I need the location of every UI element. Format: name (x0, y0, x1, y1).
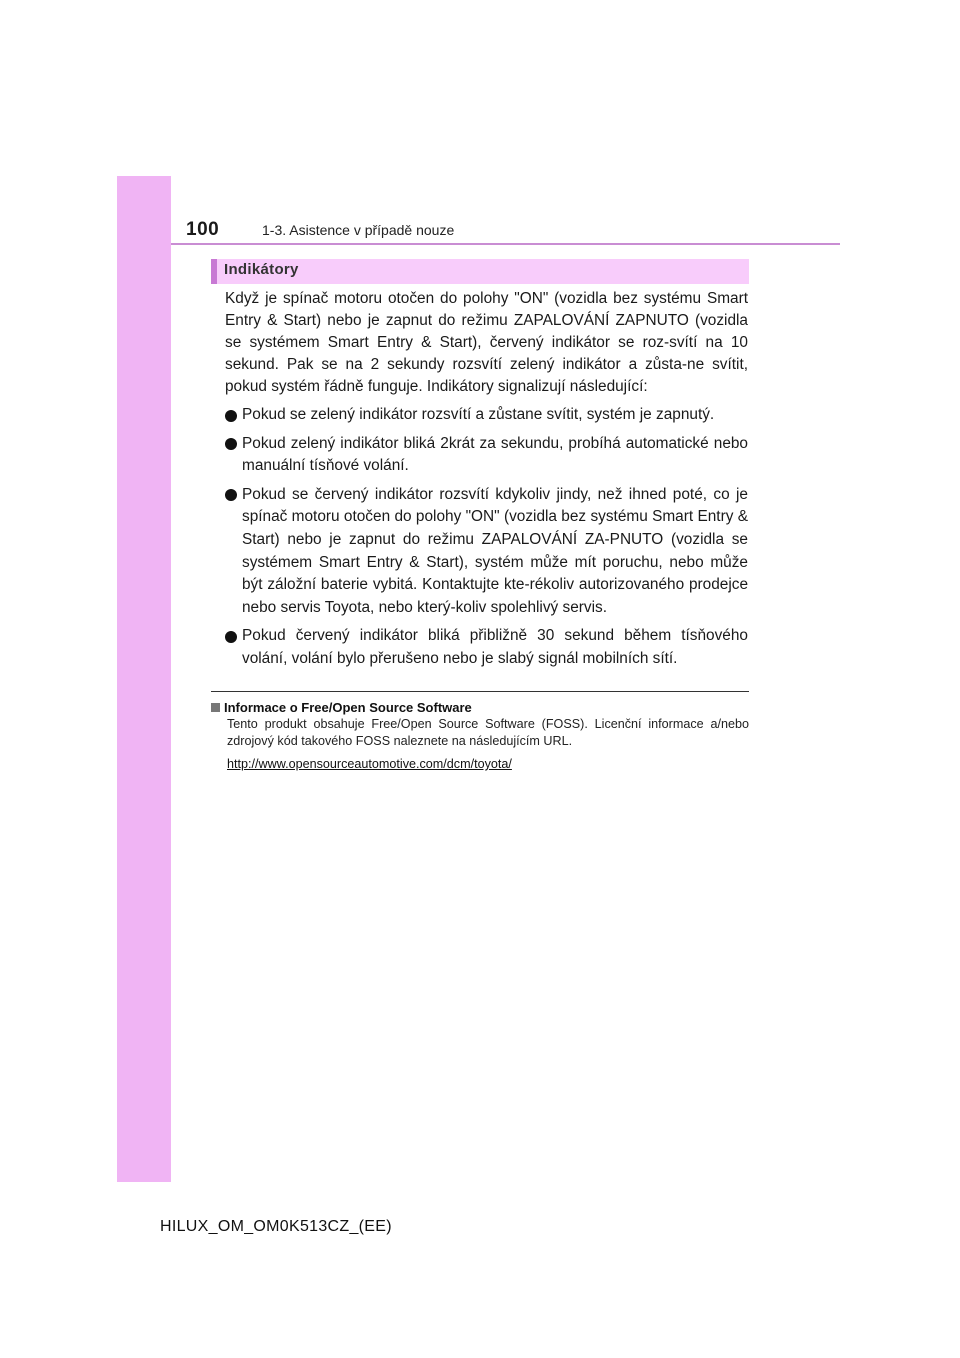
bullet-dot-icon (225, 410, 237, 422)
bullet-dot-icon (225, 489, 237, 501)
foss-url-link[interactable]: http://www.opensourceautomotive.com/dcm/toyota/ (227, 757, 512, 771)
foss-info-body: Tento produkt obsahuje Free/Open Source Software (FOSS). Licenční informace a/nebo zdrojový kód takového FOSS naleznete na následujícím URL. (227, 717, 749, 748)
intro-paragraph: Když je spínač motoru otočen do polohy "ON" (vozidla bez systému Smart Entry & Start) nebo je zapnut do režimu ZAPALOVÁNÍ ZAPNUTO (vozidla se systémem Smart Entry & Start), červený indikátor se roz-svítí na 10 sekund. Pak se na 2 sekundy rozsvítí zelený indikátor a zůsta-ne svítit, pokud systém řádně funguje. Indikátory signalizují následující: (225, 290, 748, 395)
list-item-text: Pokud červený indikátor bliká přibližně 30 sekund během tísňového volání, volání bylo přerušeno nebo je slabý signál mobilních sítí. (242, 627, 748, 667)
document-code-footer: HILUX_OM_OM0K513CZ_(EE) (160, 1218, 392, 1235)
bullet-dot-icon (225, 438, 237, 450)
foss-info-title-row (211, 699, 749, 716)
list-item (225, 433, 748, 478)
header-divider (171, 243, 840, 245)
list-item (225, 625, 748, 670)
section-title: 1-3. Asistence v případě nouze (262, 222, 455, 238)
indicators-content (225, 288, 748, 671)
foss-info-title: Informace o Free/Open Source Software (224, 700, 472, 715)
list-item (225, 404, 748, 427)
indicators-heading-box (211, 259, 749, 284)
bullet-dot-icon (225, 631, 237, 643)
list-item-text: Pokud se červený indikátor rozsvítí kdykoliv jindy, než ihned poté, co je spínač motoru otočen do polohy "ON" (vozidla bez systému Smart Entry & Start) nebo je zapnut do režimu ZAPALOVÁNÍ ZA-PNUTO (vozidla se systémem Smart Entry & Start), systém může mít poruchu, nebo může být záložní baterie vybitá. Kontaktujte kte-rékoliv autorizovaného prodejce nebo servis Toyota, nebo který-koliv spolehlivý servis. (242, 485, 748, 616)
info-divider (211, 691, 749, 692)
foss-info-section (211, 699, 749, 773)
list-item (225, 484, 748, 620)
square-bullet-icon (211, 703, 220, 712)
list-item-text: Pokud se zelený indikátor rozsvítí a zůstane svítit, systém je zapnutý. (242, 406, 715, 423)
indicators-heading: Indikátory (224, 261, 299, 278)
page-number: 100 (186, 219, 220, 240)
side-tab-strip (117, 176, 171, 1182)
list-item-text: Pokud zelený indikátor bliká 2krát za sekundu, probíhá automatické nebo manuální tísňové volání. (242, 434, 748, 475)
